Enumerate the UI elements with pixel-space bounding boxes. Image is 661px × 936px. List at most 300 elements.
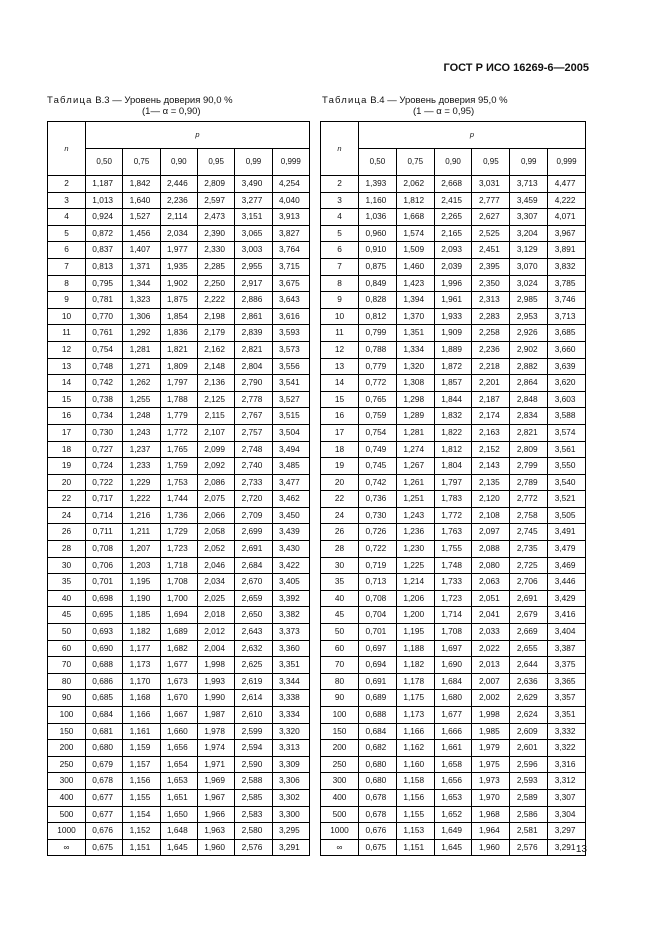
k-value-cell: 2,632 (235, 640, 272, 657)
k-value-cell: 3,450 (272, 507, 309, 524)
k-value-cell: 0,759 (359, 408, 397, 425)
k-value-cell: 1,195 (123, 574, 160, 591)
k-value-cell: 3,785 (548, 275, 586, 292)
k-value-cell: 2,589 (510, 789, 548, 806)
n-value-cell: 26 (321, 524, 359, 541)
k-value-cell: 2,022 (472, 640, 510, 657)
k-value-cell: 1,423 (396, 275, 434, 292)
k-value-cell: 1,154 (123, 806, 160, 823)
n-value-cell: 50 (321, 624, 359, 641)
k-value-cell: 3,573 (272, 341, 309, 358)
n-value-cell: 13 (321, 358, 359, 375)
k-value-cell: 1,857 (434, 375, 472, 392)
k-value-cell: 2,451 (472, 242, 510, 259)
n-value-cell: 80 (321, 673, 359, 690)
k-value-cell: 2,740 (235, 458, 272, 475)
k-value-cell: 2,395 (472, 258, 510, 275)
k-value-cell: 3,827 (272, 225, 309, 242)
k-value-cell: 1,393 (359, 176, 397, 193)
k-value-cell: 2,985 (510, 292, 548, 309)
k-value-cell: 0,781 (86, 292, 123, 309)
n-value-cell: 300 (48, 773, 86, 790)
k-value-cell: 3,439 (272, 524, 309, 541)
k-value-cell: 0,719 (359, 557, 397, 574)
k-value-cell: 1,271 (123, 358, 160, 375)
k-value-cell: 2,179 (197, 325, 234, 342)
k-value-cell: 2,691 (235, 541, 272, 558)
k-value-cell: 1,668 (396, 209, 434, 226)
p-value-header: 0,999 (548, 149, 586, 176)
k-value-cell: 0,724 (86, 458, 123, 475)
k-value-cell: 2,285 (197, 258, 234, 275)
k-value-cell: 0,701 (86, 574, 123, 591)
k-value-cell: 2,152 (472, 441, 510, 458)
k-value-cell: 2,772 (510, 491, 548, 508)
k-value-cell: 1,261 (396, 474, 434, 491)
n-value-cell: 6 (48, 242, 86, 259)
k-value-cell: 1,649 (434, 823, 472, 840)
n-value-cell: 250 (321, 756, 359, 773)
k-value-cell: 2,092 (197, 458, 234, 475)
n-value-cell: 90 (321, 690, 359, 707)
table-row (48, 341, 310, 358)
k-value-cell: 2,012 (197, 624, 234, 641)
k-value-cell: 1,889 (434, 341, 472, 358)
p-value-header: 0,50 (359, 149, 397, 176)
k-value-cell: 1,836 (160, 325, 197, 342)
k-value-cell: 0,734 (86, 408, 123, 425)
k-value-cell: 1,190 (123, 590, 160, 607)
k-value-cell: 0,680 (359, 773, 397, 790)
table-row (321, 441, 586, 458)
n-value-cell: 10 (48, 308, 86, 325)
table-row (321, 740, 586, 757)
k-value-cell: 1,697 (434, 640, 472, 657)
k-value-cell: 3,593 (272, 325, 309, 342)
k-value-cell: 0,682 (359, 740, 397, 757)
k-value-cell: 2,585 (235, 789, 272, 806)
k-value-cell: 2,041 (472, 607, 510, 624)
table-row (48, 740, 310, 757)
k-value-cell: 3,685 (548, 325, 586, 342)
k-value-cell: 1,153 (396, 823, 434, 840)
k-value-cell: 2,148 (197, 358, 234, 375)
k-value-cell: 0,711 (86, 524, 123, 541)
k-value-cell: 3,024 (510, 275, 548, 292)
k-value-cell: 1,650 (160, 806, 197, 823)
k-value-cell: 2,258 (472, 325, 510, 342)
k-value-cell: 3,277 (235, 192, 272, 209)
k-value-cell: 1,935 (160, 258, 197, 275)
k-value-cell: 1,723 (434, 590, 472, 607)
k-value-cell: 2,051 (472, 590, 510, 607)
k-value-cell: 1,207 (123, 541, 160, 558)
k-value-cell: 0,698 (86, 590, 123, 607)
table-row (48, 458, 310, 475)
k-value-cell: 2,350 (472, 275, 510, 292)
n-value-cell: 9 (321, 292, 359, 309)
table-row (48, 557, 310, 574)
table-row (48, 806, 310, 823)
k-value-cell: 1,267 (396, 458, 434, 475)
k-value-cell: 2,596 (510, 756, 548, 773)
k-value-cell: 2,125 (197, 391, 234, 408)
k-value-cell: 1,977 (160, 242, 197, 259)
k-value-cell: 3,574 (548, 424, 586, 441)
k-value-cell: 3,913 (272, 209, 309, 226)
k-value-cell: 0,684 (86, 707, 123, 724)
k-value-cell: 1,248 (123, 408, 160, 425)
table-row (48, 789, 310, 806)
k-value-cell: 2,725 (510, 557, 548, 574)
table-b4-caption-title: В.4 — Уровень доверия 95,0 % (367, 95, 508, 106)
k-value-cell: 1,175 (396, 690, 434, 707)
k-value-cell: 1,255 (123, 391, 160, 408)
table-b4-caption-prefix: Таблица (322, 95, 368, 106)
k-value-cell: 1,653 (160, 773, 197, 790)
k-value-cell: 2,018 (197, 607, 234, 624)
k-value-cell: 1,700 (160, 590, 197, 607)
k-value-cell: 1,222 (123, 491, 160, 508)
k-value-cell: 1,970 (472, 789, 510, 806)
n-value-cell: 500 (48, 806, 86, 823)
k-value-cell: 1,230 (396, 541, 434, 558)
k-value-cell: 2,670 (235, 574, 272, 591)
table-row (48, 541, 310, 558)
k-value-cell: 0,749 (359, 441, 397, 458)
k-value-cell: 0,676 (359, 823, 397, 840)
k-value-cell: 1,996 (434, 275, 472, 292)
k-value-cell: 0,849 (359, 275, 397, 292)
k-value-cell: 1,251 (396, 491, 434, 508)
k-value-cell: 1,166 (396, 723, 434, 740)
k-value-cell: 1,178 (396, 673, 434, 690)
k-value-cell: 1,987 (197, 707, 234, 724)
k-value-cell: 0,726 (359, 524, 397, 541)
table-row (321, 590, 586, 607)
k-value-cell: 1,206 (396, 590, 434, 607)
k-value-cell: 1,211 (123, 524, 160, 541)
k-value-cell: 1,320 (396, 358, 434, 375)
n-value-cell: 12 (321, 341, 359, 358)
k-value-cell: 1,772 (160, 424, 197, 441)
k-value-cell: 3,588 (548, 408, 586, 425)
k-value-cell: 0,813 (86, 258, 123, 275)
p-value-header: 0,50 (86, 149, 123, 176)
k-value-cell: 1,723 (160, 541, 197, 558)
table-row (48, 225, 310, 242)
n-value-cell: 18 (48, 441, 86, 458)
k-value-cell: 0,727 (86, 441, 123, 458)
k-value-cell: 1,214 (396, 574, 434, 591)
k-value-cell: 0,742 (86, 375, 123, 392)
k-value-cell: 3,373 (272, 624, 309, 641)
n-value-cell: 6 (321, 242, 359, 259)
k-value-cell: 2,066 (197, 507, 234, 524)
k-value-cell: 2,594 (235, 740, 272, 757)
n-value-cell: 28 (321, 541, 359, 558)
k-value-cell: 3,300 (272, 806, 309, 823)
k-value-cell: 2,778 (235, 391, 272, 408)
n-value-cell: 16 (321, 408, 359, 425)
k-value-cell: 3,357 (548, 690, 586, 707)
k-value-cell: 2,650 (235, 607, 272, 624)
table-row (321, 474, 586, 491)
k-value-cell: 3,387 (548, 640, 586, 657)
n-value-cell: 3 (48, 192, 86, 209)
n-value-cell: 50 (48, 624, 86, 641)
k-value-cell: 1,772 (434, 507, 472, 524)
k-value-cell: 2,745 (510, 524, 548, 541)
k-value-cell: 2,136 (197, 375, 234, 392)
table-b3-caption-confidence: (1— α = 0,90) (142, 106, 201, 117)
k-value-cell: 2,236 (160, 192, 197, 209)
table-row (48, 839, 310, 856)
table-row (48, 773, 310, 790)
k-value-cell: 3,505 (548, 507, 586, 524)
k-value-cell: 2,789 (510, 474, 548, 491)
n-value-cell: 13 (48, 358, 86, 375)
n-value-cell: 14 (48, 375, 86, 392)
k-value-cell: 2,902 (510, 341, 548, 358)
k-value-cell: 3,320 (272, 723, 309, 740)
k-value-cell: 2,655 (510, 640, 548, 657)
k-value-cell: 2,576 (235, 839, 272, 856)
table-b3 (47, 121, 310, 856)
p-value-header: 0,95 (472, 149, 510, 176)
n-value-cell: 4 (48, 209, 86, 226)
k-value-cell: 2,834 (510, 408, 548, 425)
k-value-cell: 1,166 (123, 707, 160, 724)
k-value-cell: 2,097 (472, 524, 510, 541)
n-value-cell: 1000 (48, 823, 86, 840)
k-value-cell: 1,156 (123, 773, 160, 790)
k-value-cell: 1,159 (123, 740, 160, 757)
k-value-cell: 2,735 (510, 541, 548, 558)
k-value-cell: 1,653 (434, 789, 472, 806)
k-value-cell: 0,691 (359, 673, 397, 690)
table-row (48, 707, 310, 724)
k-value-cell: 1,779 (160, 408, 197, 425)
table-row (321, 308, 586, 325)
k-value-cell: 1,680 (434, 690, 472, 707)
k-value-cell: 2,679 (510, 607, 548, 624)
k-value-cell: 1,170 (123, 673, 160, 690)
k-value-cell: 2,619 (235, 673, 272, 690)
k-value-cell: 1,168 (123, 690, 160, 707)
table-row (48, 590, 310, 607)
k-value-cell: 2,080 (472, 557, 510, 574)
n-value-cell: 400 (48, 789, 86, 806)
k-value-cell: 0,688 (86, 657, 123, 674)
k-value-cell: 1,203 (123, 557, 160, 574)
k-value-cell: 2,198 (197, 308, 234, 325)
k-value-cell: 3,832 (548, 258, 586, 275)
k-value-cell: 1,656 (434, 773, 472, 790)
k-value-cell: 1,460 (396, 258, 434, 275)
k-value-cell: 0,685 (86, 690, 123, 707)
k-value-cell: 2,058 (197, 524, 234, 541)
k-value-cell: 2,955 (235, 258, 272, 275)
k-value-cell: 1,237 (123, 441, 160, 458)
k-value-cell: 0,706 (86, 557, 123, 574)
k-value-cell: 0,828 (359, 292, 397, 309)
n-value-cell: 22 (48, 491, 86, 508)
k-value-cell: 3,462 (272, 491, 309, 508)
k-value-cell: 2,590 (235, 756, 272, 773)
k-value-cell: 1,960 (472, 839, 510, 856)
table-row (321, 640, 586, 657)
k-value-cell: 0,678 (359, 806, 397, 823)
k-value-cell: 1,718 (160, 557, 197, 574)
p-values-row (321, 149, 586, 176)
k-value-cell: 1,729 (160, 524, 197, 541)
k-value-cell: 1,013 (86, 192, 123, 209)
n-value-cell: 5 (321, 225, 359, 242)
k-value-cell: 1,875 (160, 292, 197, 309)
k-value-cell: 3,620 (548, 375, 586, 392)
table-row (321, 723, 586, 740)
k-value-cell: 2,767 (235, 408, 272, 425)
n-value-cell: 11 (321, 325, 359, 342)
k-value-cell: 1,736 (160, 507, 197, 524)
k-value-cell: 0,736 (359, 491, 397, 508)
n-value-cell: 11 (48, 325, 86, 342)
k-value-cell: 1,969 (197, 773, 234, 790)
k-value-cell: 1,966 (197, 806, 234, 823)
k-value-cell: 1,216 (123, 507, 160, 524)
table-row (321, 624, 586, 641)
k-value-cell: 1,188 (396, 640, 434, 657)
k-value-cell: 2,809 (197, 176, 234, 193)
k-value-cell: 0,704 (359, 607, 397, 624)
n-value-cell: 4 (321, 209, 359, 226)
n-value-cell: 9 (48, 292, 86, 309)
k-value-cell: 0,960 (359, 225, 397, 242)
k-value-cell: 2,821 (235, 341, 272, 358)
k-value-cell: 2,684 (235, 557, 272, 574)
n-value-cell: ∞ (321, 839, 359, 856)
k-value-cell: 1,960 (197, 839, 234, 856)
k-value-cell: 2,007 (472, 673, 510, 690)
k-value-cell: 1,689 (160, 624, 197, 641)
k-value-cell: 2,115 (197, 408, 234, 425)
k-value-cell: 3,891 (548, 242, 586, 259)
n-value-cell: 100 (48, 707, 86, 724)
k-value-cell: 0,675 (359, 839, 397, 856)
table-row (48, 375, 310, 392)
header-row (321, 122, 586, 149)
k-value-cell: 3,129 (510, 242, 548, 259)
k-value-cell: 1,509 (396, 242, 434, 259)
table-row (321, 358, 586, 375)
n-value-cell: 60 (48, 640, 86, 657)
k-value-cell: 2,625 (235, 657, 272, 674)
k-value-cell: 3,485 (272, 458, 309, 475)
k-value-cell: 2,415 (434, 192, 472, 209)
k-value-cell: 0,697 (359, 640, 397, 657)
k-value-cell: 3,550 (548, 458, 586, 475)
k-value-cell: 2,643 (235, 624, 272, 641)
k-value-cell: 1,690 (434, 657, 472, 674)
k-value-cell: 1,967 (197, 789, 234, 806)
k-value-cell: 2,699 (235, 524, 272, 541)
k-value-cell: 1,971 (197, 756, 234, 773)
k-value-cell: 2,804 (235, 358, 272, 375)
k-value-cell: 1,371 (123, 258, 160, 275)
k-value-cell: 2,580 (235, 823, 272, 840)
table-row (321, 275, 586, 292)
k-value-cell: 1,394 (396, 292, 434, 309)
k-value-cell: 0,745 (359, 458, 397, 475)
k-value-cell: 1,323 (123, 292, 160, 309)
k-value-cell: 1,182 (123, 624, 160, 641)
k-value-cell: 3,338 (272, 690, 309, 707)
n-value-cell: 19 (48, 458, 86, 475)
k-value-cell: 2,222 (197, 292, 234, 309)
k-value-cell: 2,821 (510, 424, 548, 441)
k-value-cell: 2,926 (510, 325, 548, 342)
table-row (321, 839, 586, 856)
k-value-cell: 1,804 (434, 458, 472, 475)
k-value-cell: 2,099 (197, 441, 234, 458)
table-row (321, 823, 586, 840)
n-value-cell: 300 (321, 773, 359, 790)
n-column-header: n (48, 122, 86, 176)
n-value-cell: 45 (48, 607, 86, 624)
k-value-cell: 2,644 (510, 657, 548, 674)
k-value-cell: 2,143 (472, 458, 510, 475)
k-value-cell: 2,583 (235, 806, 272, 823)
k-value-cell: 3,527 (272, 391, 309, 408)
k-value-cell: 3,477 (272, 474, 309, 491)
k-value-cell: 2,576 (510, 839, 548, 856)
k-value-cell: 0,722 (86, 474, 123, 491)
n-value-cell: 70 (321, 657, 359, 674)
table-row (321, 325, 586, 342)
table-row (48, 690, 310, 707)
n-value-cell: 35 (48, 574, 86, 591)
table-row (321, 789, 586, 806)
table-row (321, 657, 586, 674)
k-value-cell: 3,660 (548, 341, 586, 358)
k-value-cell: 2,917 (235, 275, 272, 292)
k-value-cell: 2,659 (235, 590, 272, 607)
p-value-header: 0,99 (510, 149, 548, 176)
k-value-cell: 2,629 (510, 690, 548, 707)
k-value-cell: 2,601 (510, 740, 548, 757)
k-value-cell: 0,717 (86, 491, 123, 508)
table-row (321, 176, 586, 193)
table-row (48, 673, 310, 690)
k-value-cell: 1,765 (160, 441, 197, 458)
k-value-cell: 4,254 (272, 176, 309, 193)
table-row (48, 258, 310, 275)
table-row (48, 441, 310, 458)
table-row (321, 391, 586, 408)
k-value-cell: 2,390 (197, 225, 234, 242)
k-value-cell: 3,422 (272, 557, 309, 574)
k-value-cell: 1,187 (86, 176, 123, 193)
k-value-cell: 1,682 (160, 640, 197, 657)
k-value-cell: 4,222 (548, 192, 586, 209)
table-row (48, 640, 310, 657)
k-value-cell: 1,281 (123, 341, 160, 358)
k-value-cell: 2,162 (197, 341, 234, 358)
k-value-cell: 2,627 (472, 209, 510, 226)
k-value-cell: 2,706 (510, 574, 548, 591)
k-value-cell: 1,370 (396, 308, 434, 325)
